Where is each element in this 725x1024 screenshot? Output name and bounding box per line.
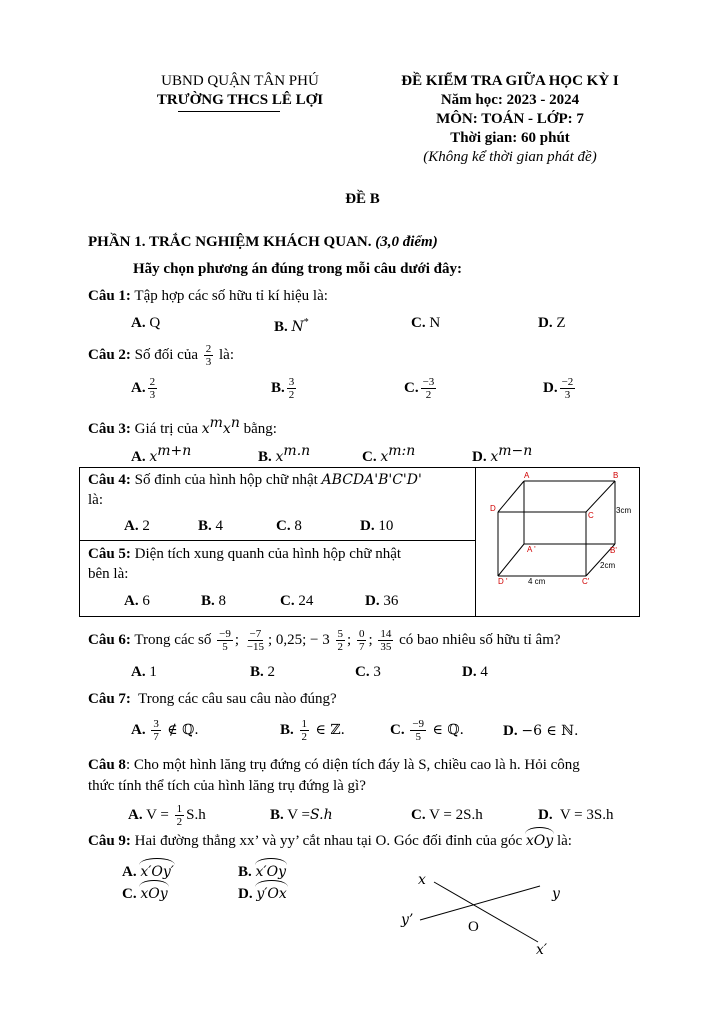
q5-text: Câu 5: Diện tích xung quanh của hình hộp chữ nhật xyxy=(88,546,402,562)
school-district: UBND QUẬN TÂN PHÚ xyxy=(161,73,319,89)
label-c1: C' xyxy=(582,577,590,586)
q6-option-b[interactable]: B. 2 xyxy=(250,664,276,680)
label-y: y xyxy=(552,886,560,902)
label-x-prime: x′ xyxy=(536,942,548,958)
label-o: O xyxy=(468,919,479,935)
q1-option-c[interactable]: C. N xyxy=(411,315,441,331)
school-name: TRƯỜNG THCS LÊ LỢI xyxy=(156,92,324,108)
duration-note: (Không kể thời gian phát đề) xyxy=(423,149,597,165)
exam-title: ĐỀ KIỂM TRA GIỮA HỌC KỲ I xyxy=(401,73,619,89)
table-divider-horizontal xyxy=(79,540,476,541)
q1-option-b[interactable]: B. N* xyxy=(274,317,309,335)
q2-option-c[interactable]: C. $\frac{-3}{2}$ xyxy=(404,376,435,401)
q7-option-a[interactable]: A. $\frac{3}{7}$ ∉ ℚ. xyxy=(131,718,199,743)
q7-option-b[interactable]: B. $\frac{1}{2}$ ∈ ℤ. xyxy=(280,718,345,743)
q3-option-d[interactable]: D. $x^{m-n}$ xyxy=(472,443,533,465)
label-width: 2cm xyxy=(600,561,616,570)
q6-option-c[interactable]: C. 3 xyxy=(355,664,381,680)
q8-text: Câu 8: Cho một hình lăng trụ đứng có diện tích đáy là S, chiều cao là h. Hỏi công xyxy=(88,757,580,773)
part1-heading: PHẦN 1. TRẮC NGHIỆM KHÁCH QUAN. (3,0 điểm) xyxy=(88,234,438,250)
q3-option-c[interactable]: C. $x^{m:n}$ xyxy=(362,443,416,465)
q8-option-d[interactable]: D. V = 3S.h xyxy=(538,807,614,823)
label-a1: A ' xyxy=(527,545,536,554)
q8-option-b[interactable]: B. V =S.h xyxy=(270,807,333,823)
instruction: Hãy chọn phương án đúng trong mỗi câu dưới đây: xyxy=(133,261,463,277)
q4-option-d[interactable]: D. 10 xyxy=(360,518,394,534)
label-y-prime: y’ xyxy=(401,912,414,928)
q3-text: Câu 3: Giá trị của $x^mx^n$ bằng: xyxy=(88,415,277,437)
q7-option-c[interactable]: C. $\frac{-9}{5}$ ∈ ℚ. xyxy=(390,718,464,743)
q5-option-b[interactable]: B. 8 xyxy=(201,593,227,609)
q9-option-d[interactable]: D. y′Ox xyxy=(238,884,287,904)
q9-option-c[interactable]: C. xOy xyxy=(122,884,168,904)
q4-option-a[interactable]: A. 2 xyxy=(124,518,150,534)
q1-text: Câu 1: Tập hợp các số hữu tỉ kí hiệu là: xyxy=(88,288,328,304)
q3-option-a[interactable]: A. $x^{m+n}$ xyxy=(131,443,192,465)
school-underline xyxy=(178,111,280,112)
label-x: x xyxy=(418,872,426,888)
rectangular-box-figure xyxy=(476,468,637,614)
school-year: Năm học: 2023 - 2024 xyxy=(440,92,580,108)
q5-text2: bên là: xyxy=(88,566,129,582)
label-b: B xyxy=(613,471,619,480)
q2-option-d[interactable]: D. $\frac{-2}{3}$ xyxy=(543,376,574,401)
q1-option-d[interactable]: D. Z xyxy=(538,315,566,331)
q8-text2: thức tính thể tích của hình lăng trụ đứng là gì? xyxy=(88,778,366,794)
q4-text: Câu 4: Số đỉnh của hình hộp chữ nhật ABCDA'B'C'D' xyxy=(88,472,422,488)
q7-option-d[interactable]: D. −6 ∈ ℕ. xyxy=(503,723,579,739)
q6-text: Câu 6: Trong các số $\frac{-9}{5}$ ; $\frac{-7}{-15}$ ; 0,25; − 3 $\frac{5}{2}$ ; $\frac{0}{7}$ ; $\frac{14}{35}$ có bao nhiêu số hữu tỉ âm? xyxy=(88,628,561,653)
q5-option-c[interactable]: C. 24 xyxy=(280,593,314,609)
intersecting-lines-figure xyxy=(390,862,590,962)
edge-bc xyxy=(586,481,615,512)
q5-option-a[interactable]: A. 6 xyxy=(124,593,150,609)
q9-option-b[interactable]: B. x′Oy xyxy=(238,862,286,882)
exam-code: ĐỀ B xyxy=(345,191,380,207)
q2-text: Câu 2: Số đối của $\frac{2}{3}$ là: xyxy=(88,343,234,368)
line-yy1 xyxy=(420,886,540,920)
q6-option-a[interactable]: A. 1 xyxy=(131,664,157,680)
duration: Thời gian: 60 phút xyxy=(450,130,570,146)
q2-option-a[interactable]: A. $\frac{2}{3}$ xyxy=(131,376,156,401)
subject: MÔN: TOÁN - LỚP: 7 xyxy=(436,111,584,127)
q3-option-b[interactable]: B. $x^{m.n}$ xyxy=(258,443,311,465)
label-d: D xyxy=(490,504,496,513)
label-length: 4 cm xyxy=(528,577,546,586)
q6-option-d[interactable]: D. 4 xyxy=(462,664,488,680)
label-height: 3cm xyxy=(616,506,632,515)
label-b1: B' xyxy=(610,546,617,555)
q8-option-c[interactable]: C. V = 2S.h xyxy=(411,807,483,823)
q7-text: Câu 7: Trong các câu sau câu nào đúng? xyxy=(88,691,337,707)
label-d1: D ' xyxy=(498,577,508,586)
q1-option-a[interactable]: A. Q xyxy=(131,315,161,331)
edge-d1a1 xyxy=(498,544,524,576)
edge-ad xyxy=(498,481,524,512)
q5-option-d[interactable]: D. 36 xyxy=(365,593,399,609)
q2-option-b[interactable]: B. $\frac{3}{2}$ xyxy=(271,376,295,401)
q4-option-b[interactable]: B. 4 xyxy=(198,518,224,534)
label-c: C xyxy=(588,511,594,520)
q4-option-c[interactable]: C. 8 xyxy=(276,518,302,534)
q4-text2: là: xyxy=(88,492,103,508)
q8-option-a[interactable]: A. V = $\frac{1}{2}$ S.h xyxy=(128,803,206,828)
label-a: A xyxy=(524,471,530,480)
q9-option-a[interactable]: A. x′Oy′ xyxy=(122,862,174,882)
q9-text: Câu 9: Hai đường thẳng xx’ và yy’ cắt nhau tại O. Góc đối đỉnh của góc xOy là: xyxy=(88,831,572,851)
